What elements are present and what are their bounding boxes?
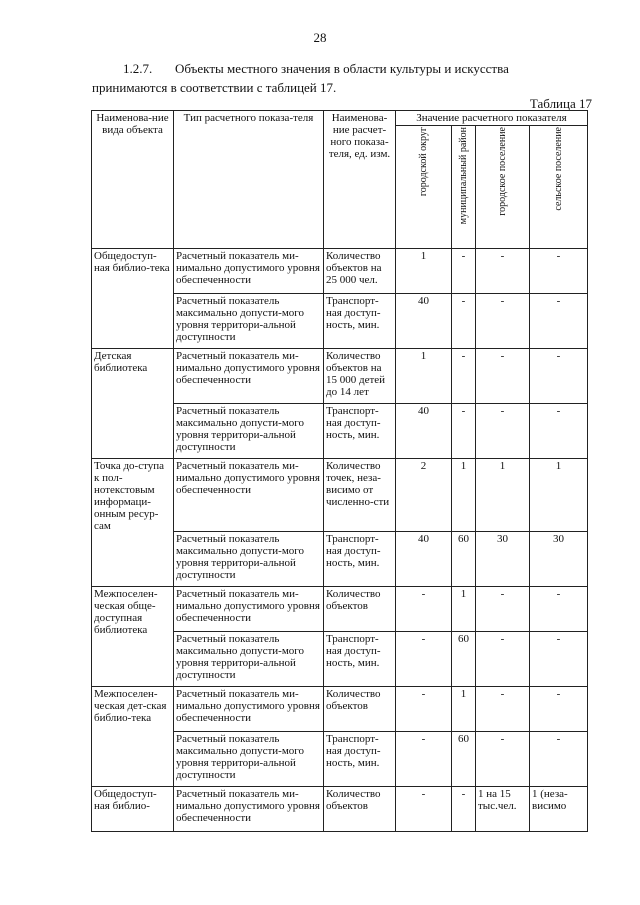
indicator-unit-cell: Количество объектов — [324, 587, 396, 632]
value-cell: - — [476, 632, 530, 687]
value-cell: - — [452, 404, 476, 459]
indicator-type-cell: Расчетный показатель максимально допусти-мого уровня территори-альной доступности — [174, 404, 324, 459]
indicator-type-cell: Расчетный показатель ми-нимально допустимого уровня обеспеченности — [174, 687, 324, 732]
value-cell: - — [452, 349, 476, 404]
indicator-unit-cell: Количество точек, неза-висимо от численно-сти — [324, 459, 396, 532]
indicator-unit-cell: Транспорт-ная доступ-ность, мин. — [324, 632, 396, 687]
value-cell: - — [452, 249, 476, 294]
indicator-unit-cell: Транспорт-ная доступ-ность, мин. — [324, 732, 396, 787]
indicator-type-cell: Расчетный показатель максимально допусти-мого уровня территори-альной доступности — [174, 632, 324, 687]
value-cell: 60 — [452, 632, 476, 687]
header-object-name: Наименова-ние вида объекта — [92, 111, 174, 249]
value-cell: - — [396, 787, 452, 832]
value-cell: - — [476, 732, 530, 787]
header-city-district: городской округ — [396, 126, 452, 249]
header-indicator-type: Тип расчетного показа-теля — [174, 111, 324, 249]
indicator-unit-cell: Транспорт-ная доступ-ность, мин. — [324, 532, 396, 587]
section-number: 1.2.7. — [123, 61, 153, 76]
indicator-type-cell: Расчетный показатель максимально допусти-мого уровня территори-альной доступности — [174, 532, 324, 587]
value-cell: 40 — [396, 294, 452, 349]
object-name-cell: Точка до-ступа к пол-нотекстовым информаци-онным ресур-сам — [92, 459, 174, 587]
value-cell: - — [396, 732, 452, 787]
value-cell: 1 — [452, 587, 476, 632]
value-cell: 1 — [396, 349, 452, 404]
value-cell: - — [396, 587, 452, 632]
table-row — [92, 687, 588, 732]
indicator-type-cell: Расчетный показатель ми-нимально допустимого уровня обеспеченности — [174, 787, 324, 832]
value-cell: - — [452, 787, 476, 832]
indicator-type-cell: Расчетный показатель ми-нимально допустимого уровня обеспеченности — [174, 459, 324, 532]
value-cell: - — [396, 632, 452, 687]
value-cell: 1 — [452, 459, 476, 532]
table-row — [92, 459, 588, 532]
object-name-cell: Детская библиотека — [92, 349, 174, 459]
value-cell: - — [530, 294, 588, 349]
table-row — [92, 587, 588, 632]
object-name-cell: Общедоступ-ная библио- — [92, 787, 174, 832]
header-values-group: Значение расчетного показателя — [396, 111, 588, 126]
value-cell: 1 — [452, 687, 476, 732]
value-cell: - — [476, 294, 530, 349]
header-urban-settlement: городское поселение — [476, 126, 530, 249]
value-cell: - — [476, 404, 530, 459]
header-municipal-district: муниципальный район — [452, 126, 476, 249]
value-cell: - — [476, 587, 530, 632]
page-number: 28 — [313, 30, 327, 45]
value-cell: - — [530, 587, 588, 632]
intro-text-line1: Объекты местного значения в области культуры и искусства — [175, 61, 509, 76]
value-cell: - — [476, 249, 530, 294]
value-cell: 40 — [396, 404, 452, 459]
value-cell: - — [396, 687, 452, 732]
value-cell: - — [530, 632, 588, 687]
indicator-unit-cell: Количество объектов на 15 000 детей до 14 лет — [324, 349, 396, 404]
value-cell: 1 — [530, 459, 588, 532]
object-name-cell: Межпоселен-ческая дет-ская библио-тека — [92, 687, 174, 787]
indicator-type-cell: Расчетный показатель ми-нимально допустимого уровня обеспеченности — [174, 249, 324, 294]
indicator-type-cell: Расчетный показатель максимально допусти-мого уровня территори-альной доступности — [174, 732, 324, 787]
value-cell: - — [530, 732, 588, 787]
table-row — [92, 349, 588, 404]
value-cell: 40 — [396, 532, 452, 587]
value-cell: 1 (неза-висимо — [530, 787, 588, 832]
value-cell: 60 — [452, 732, 476, 787]
indicator-type-cell: Расчетный показатель ми-нимально допустимого уровня обеспеченности — [174, 587, 324, 632]
table-caption: Таблица 17 — [529, 96, 592, 111]
value-cell: 1 — [396, 249, 452, 294]
object-name-cell: Общедоступ-ная библио-тека — [92, 249, 174, 349]
value-cell: 30 — [476, 532, 530, 587]
intro-paragraph — [123, 60, 593, 77]
value-cell: 1 — [476, 459, 530, 532]
indicator-type-cell: Расчетный показатель максимально допусти-мого уровня территори-альной доступности — [174, 294, 324, 349]
indicator-type-cell: Расчетный показатель ми-нимально допустимого уровня обеспеченности — [174, 349, 324, 404]
indicator-unit-cell: Количество объектов — [324, 687, 396, 732]
value-cell: 1 на 15 тыс.чел. — [476, 787, 530, 832]
header-rural-settlement: сельское поселение — [530, 126, 588, 249]
header-indicator-name: Наименова-ние расчет-ного показа-теля, ед. изм. — [324, 111, 396, 249]
value-cell: - — [530, 249, 588, 294]
value-cell: - — [530, 404, 588, 459]
table-row — [92, 787, 588, 832]
value-cell: - — [452, 294, 476, 349]
object-name-cell: Межпоселен-ческая обще-доступная библиотека — [92, 587, 174, 687]
table-row — [92, 249, 588, 294]
culture-objects-table — [91, 110, 588, 832]
indicator-unit-cell: Транспорт-ная доступ-ность, мин. — [324, 294, 396, 349]
indicator-unit-cell: Количество объектов — [324, 787, 396, 832]
value-cell: 30 — [530, 532, 588, 587]
value-cell: 60 — [452, 532, 476, 587]
indicator-unit-cell: Количество объектов на 25 000 чел. — [324, 249, 396, 294]
value-cell: - — [476, 349, 530, 404]
value-cell: 2 — [396, 459, 452, 532]
intro-text-line2: принимаются в соответствии с таблицей 17. — [92, 80, 337, 95]
value-cell: - — [530, 349, 588, 404]
value-cell: - — [530, 687, 588, 732]
indicator-unit-cell: Транспорт-ная доступ-ность, мин. — [324, 404, 396, 459]
value-cell: - — [476, 687, 530, 732]
